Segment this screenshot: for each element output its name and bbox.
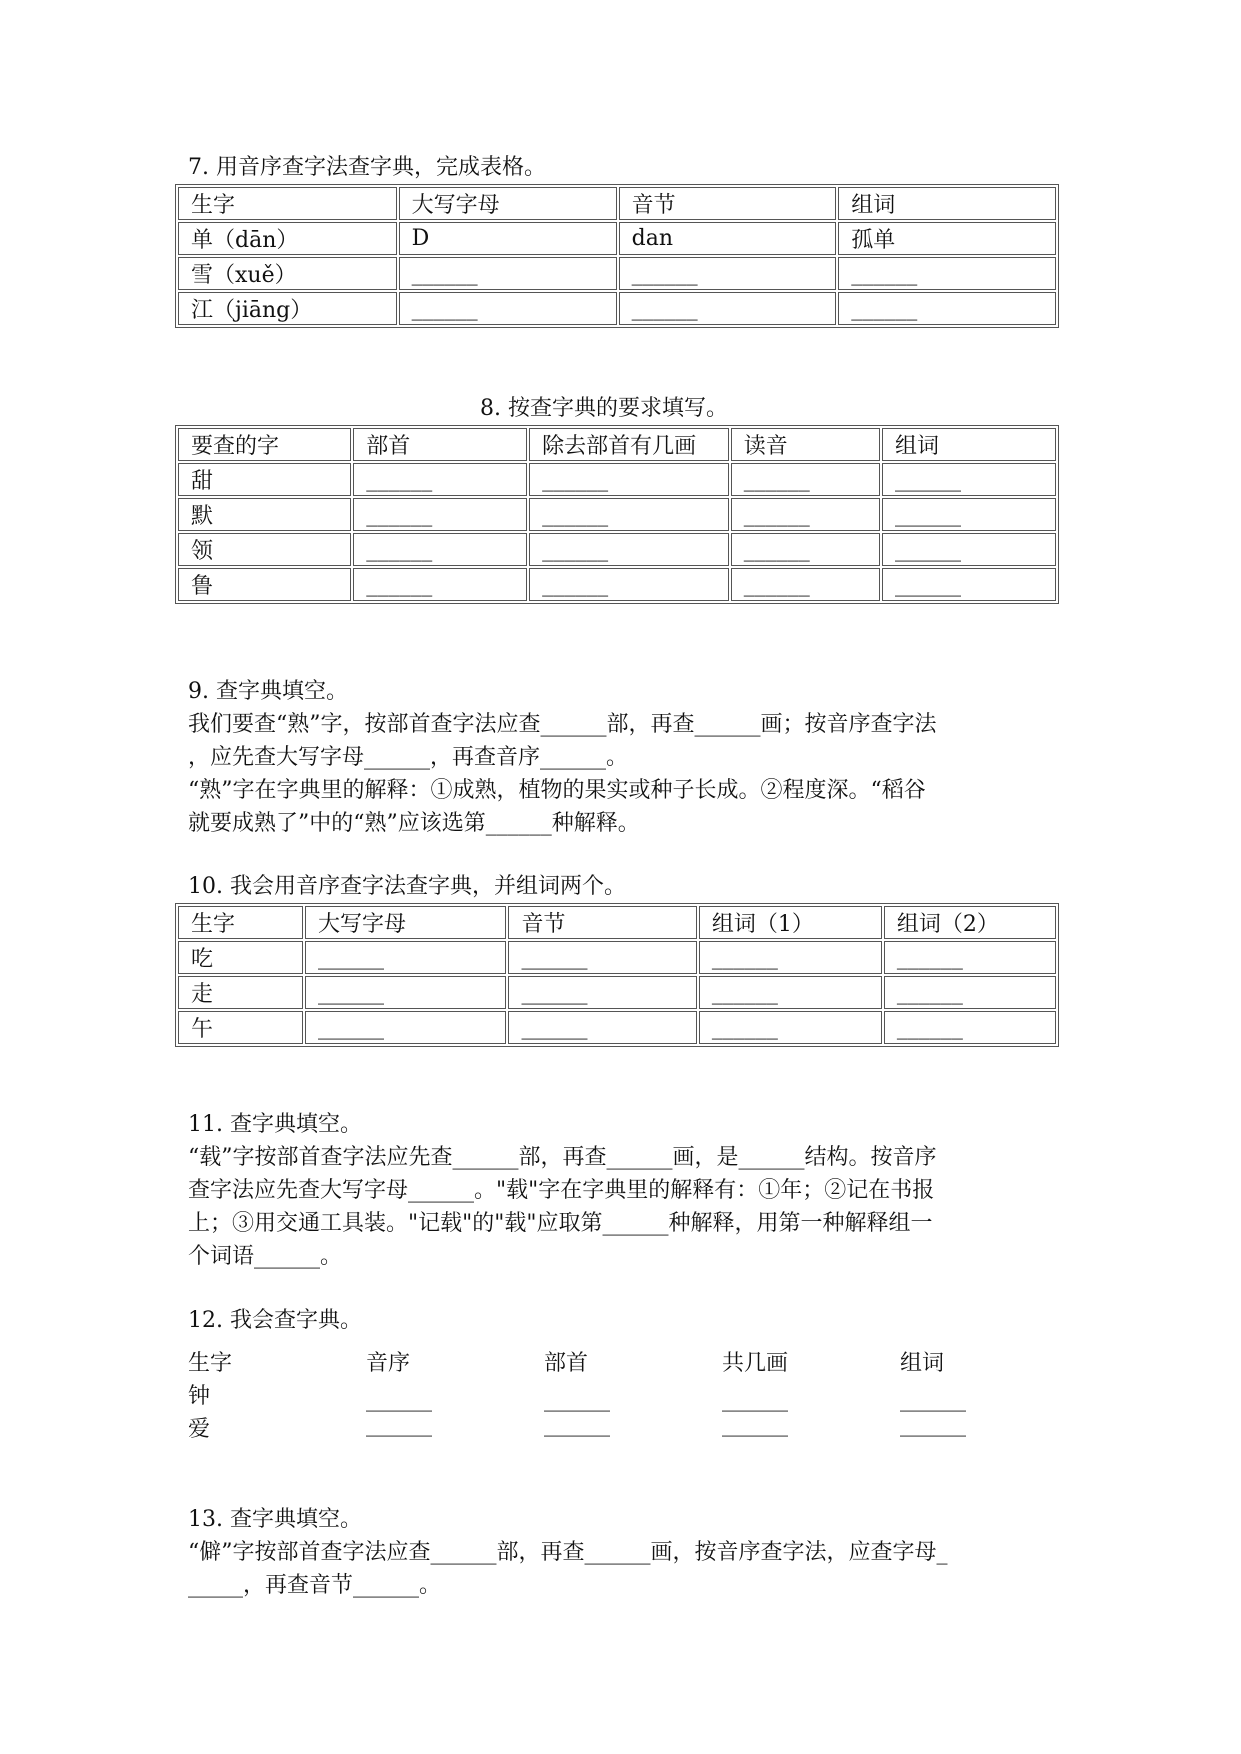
grid-header-cell: 组词 [900, 1351, 945, 1376]
question-8-table [175, 425, 1059, 604]
table-cell: 默 [178, 498, 351, 531]
answer-blank[interactable]: ______ [353, 533, 527, 566]
answer-blank[interactable]: ______ [900, 1412, 966, 1437]
grid-cell: 钟 [188, 1384, 211, 1409]
answer-blank[interactable]: ______ [366, 1387, 432, 1412]
text-line: _____，再查音节______。 [188, 1573, 442, 1598]
table-row [178, 976, 1056, 1009]
table-header-cell: 部首 [353, 428, 527, 461]
grid-header-cell: 部首 [544, 1351, 589, 1376]
table-header-cell: 除去部首有几画 [529, 428, 729, 461]
answer-blank[interactable]: ______ [619, 292, 837, 325]
table-header-cell: 大写字母 [399, 187, 617, 220]
answer-blank[interactable]: ______ [882, 568, 1056, 601]
table-header-cell: 组词（1） [699, 906, 882, 939]
table-row [178, 222, 1056, 255]
text-line: 就要成熟了”中的“熟”应该选第______种解释。 [188, 811, 640, 836]
table-row [178, 1011, 1056, 1044]
answer-blank[interactable]: ______ [366, 1412, 432, 1437]
answer-blank[interactable]: ______ [529, 463, 729, 496]
table-row [178, 568, 1056, 601]
table-header-cell: 音节 [619, 187, 837, 220]
grid-header-cell: 共几画 [722, 1351, 789, 1376]
question-11 [188, 1108, 937, 1273]
answer-blank[interactable]: ______ [305, 941, 507, 974]
grid-header-cell: 音序 [366, 1351, 411, 1376]
table-cell: 孤单 [838, 222, 1056, 255]
table-header-row [178, 906, 1056, 939]
question-10-title: 10. 我会用音序查字法查字典，并组词两个。 [188, 874, 626, 899]
answer-blank[interactable]: ______ [305, 976, 507, 1009]
text-line: 上；③用交通工具装。"记载"的"载"应取第______种解释，用第一种解释组一 [188, 1211, 933, 1236]
table-row [178, 498, 1056, 531]
text-line: “熟”字在字典里的解释：①成熟，植物的果实或种子长成。②程度深。“稻谷 [188, 778, 926, 803]
table-cell: 江（jiāng） [178, 292, 397, 325]
table-header-row [178, 187, 1056, 220]
answer-blank[interactable]: ______ [544, 1412, 610, 1437]
answer-blank[interactable]: ______ [731, 463, 880, 496]
table-cell: 雪（xuě） [178, 257, 397, 290]
answer-blank[interactable]: ______ [838, 292, 1056, 325]
table-row [178, 257, 1056, 290]
grid-cell: 爱 [188, 1417, 211, 1442]
table-cell: dan [619, 222, 837, 255]
answer-blank[interactable]: ______ [884, 976, 1056, 1009]
answer-blank[interactable]: ______ [731, 533, 880, 566]
answer-blank[interactable]: ______ [900, 1387, 966, 1412]
question-10-table [175, 903, 1059, 1047]
table-header-cell: 要查的字 [178, 428, 351, 461]
answer-blank[interactable]: ______ [699, 941, 882, 974]
question-13 [188, 1503, 948, 1602]
grid-header-cell: 生字 [188, 1351, 233, 1376]
answer-blank[interactable]: ______ [353, 568, 527, 601]
answer-blank[interactable]: ______ [508, 941, 696, 974]
table-row [178, 533, 1056, 566]
table-row [178, 292, 1056, 325]
question-8-title: 8. 按查字典的要求填写。 [480, 396, 728, 421]
table-header-cell: 组词（2） [884, 906, 1056, 939]
answer-blank[interactable]: ______ [529, 498, 729, 531]
table-header-cell: 组词 [882, 428, 1056, 461]
answer-blank[interactable]: ______ [399, 292, 617, 325]
question-13-title: 13. 查字典填空。 [188, 1507, 362, 1532]
answer-blank[interactable]: ______ [731, 498, 880, 531]
answer-blank[interactable]: ______ [882, 533, 1056, 566]
table-cell: D [399, 222, 617, 255]
answer-blank[interactable]: ______ [722, 1387, 788, 1412]
answer-blank[interactable]: ______ [731, 568, 880, 601]
question-7-title: 7. 用音序查字法查字典，完成表格。 [188, 155, 546, 180]
text-line: 个词语______。 [188, 1244, 343, 1269]
answer-blank[interactable]: ______ [722, 1412, 788, 1437]
table-cell: 甜 [178, 463, 351, 496]
table-cell: 走 [178, 976, 303, 1009]
answer-blank[interactable]: ______ [529, 568, 729, 601]
answer-blank[interactable]: ______ [353, 498, 527, 531]
table-header-cell: 大写字母 [305, 906, 507, 939]
answer-blank[interactable]: ______ [884, 1011, 1056, 1044]
table-cell: 午 [178, 1011, 303, 1044]
answer-blank[interactable]: ______ [882, 498, 1056, 531]
question-11-title: 11. 查字典填空。 [188, 1112, 362, 1137]
table-cell: 领 [178, 533, 351, 566]
table-cell: 鲁 [178, 568, 351, 601]
answer-blank[interactable]: ______ [884, 941, 1056, 974]
table-header-cell: 组词 [838, 187, 1056, 220]
answer-blank[interactable]: ______ [838, 257, 1056, 290]
answer-blank[interactable]: ______ [882, 463, 1056, 496]
answer-blank[interactable]: ______ [353, 463, 527, 496]
table-header-cell: 音节 [508, 906, 696, 939]
text-line: “僻”字按部首查字法应查______部，再查______画，按音序查字法，应查字母_ [188, 1540, 948, 1565]
answer-blank[interactable]: ______ [529, 533, 729, 566]
text-line: 查字法应先查大写字母______。"载"字在字典里的解释有：①年；②记在书报 [188, 1178, 935, 1203]
table-row [178, 941, 1056, 974]
answer-blank[interactable]: ______ [508, 976, 696, 1009]
table-header-row [178, 428, 1056, 461]
question-12-title: 12. 我会查字典。 [188, 1308, 362, 1333]
table-cell: 吃 [178, 941, 303, 974]
answer-blank[interactable]: ______ [699, 976, 882, 1009]
answer-blank[interactable]: ______ [305, 1011, 507, 1044]
table-cell: 单（dān） [178, 222, 397, 255]
question-9 [188, 675, 937, 840]
answer-blank[interactable]: ______ [619, 257, 837, 290]
table-header-cell: 生字 [178, 187, 397, 220]
text-line: 我们要查“熟”字，按部首查字法应查______部，再查______画；按音序查字法 [188, 712, 937, 737]
table-row [178, 463, 1056, 496]
question-7-table [175, 184, 1059, 328]
question-9-title: 9. 查字典填空。 [188, 679, 348, 704]
table-header-cell: 读音 [731, 428, 880, 461]
answer-blank[interactable]: ______ [508, 1011, 696, 1044]
answer-blank[interactable]: ______ [699, 1011, 882, 1044]
answer-blank[interactable]: ______ [399, 257, 617, 290]
text-line: “载”字按部首查字法应先查______部，再查______画，是______结构。按音序 [188, 1145, 937, 1170]
answer-blank[interactable]: ______ [544, 1387, 610, 1412]
text-line: ，应先查大写字母______，再查音序______。 [188, 745, 629, 770]
table-header-cell: 生字 [178, 906, 303, 939]
